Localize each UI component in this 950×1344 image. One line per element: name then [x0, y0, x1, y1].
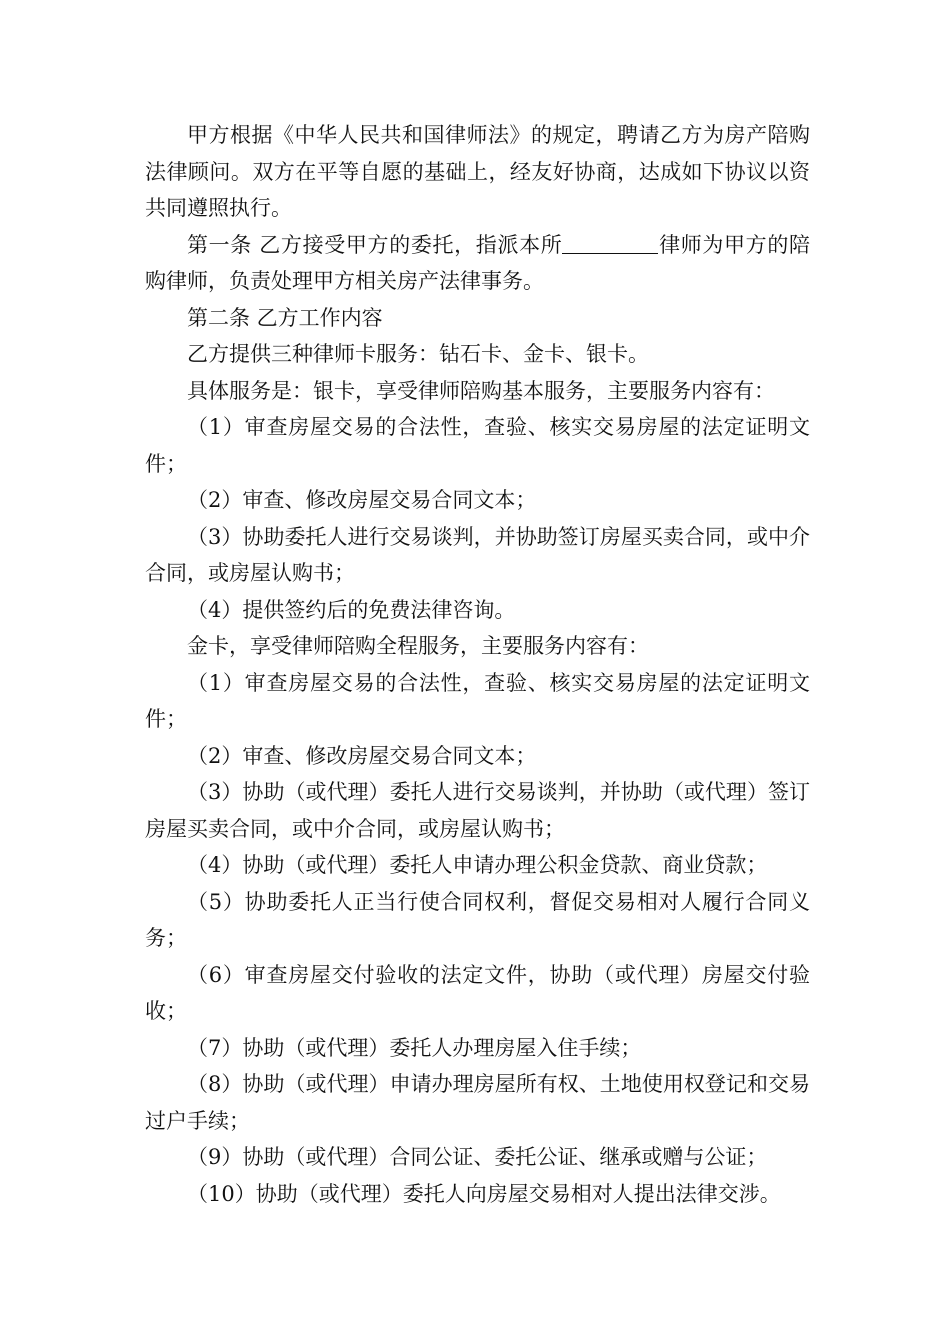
gold-item-4: （4）协助（或代理）委托人申请办理公积金贷款、商业贷款；: [187, 853, 768, 877]
silver-item-4: （4）提供签约后的免费法律咨询。: [187, 597, 516, 622]
silver-item-3: （3）协助委托人进行交易谈判，并协助签订房屋买卖合同，或中介合同，或房屋认购书；: [145, 524, 810, 585]
gold-item-7: （7）协助（或代理）委托人办理房屋入住手续；: [187, 1035, 642, 1060]
paragraph-article-1: [145, 227, 810, 300]
gold-item-10: （10）协助（或代理）委托人向房屋交易相对人提出法律交涉。: [187, 1181, 781, 1206]
silver-item-2: （2）审查、修改房屋交易合同文本；: [187, 488, 537, 512]
gold-item-9: （9）协助（或代理）合同公证、委托公证、继承或赠与公证；: [187, 1145, 768, 1169]
paragraph-gold-intro: 金卡，享受律师陪购全程服务，主要服务内容有：: [187, 634, 649, 658]
lawyer-name-blank: [562, 231, 658, 254]
gold-item-5: （5）协助委托人正当行使合同权利，督促交易相对人履行合同义务；: [145, 889, 810, 950]
paragraph-silver-intro: 具体服务是：银卡，享受律师陪购基本服务，主要服务内容有：: [187, 378, 775, 403]
gold-item-1: （1）审查房屋交易的合法性，查验、核实交易房屋的法定证明文件；: [145, 670, 810, 731]
paragraph-intro: 甲方根据《中华人民共和国律师法》的规定，聘请乙方为房产陪购法律顾问。双方在平等自愿的基础上，经友好协商，达成如下协议以资共同遵照执行。: [145, 123, 810, 220]
gold-item-3: （3）协助（或代理）委托人进行交易谈判，并协助（或代理）签订房屋买卖合同，或中介合同，或房屋认购书；: [145, 780, 810, 841]
document-body: [145, 117, 810, 1212]
silver-item-1: （1）审查房屋交易的合法性，查验、核实交易房屋的法定证明文件；: [145, 415, 810, 476]
gold-item-2: （2）审查、修改房屋交易合同文本；: [187, 743, 537, 768]
gold-item-8: （8）协助（或代理）申请办理房屋所有权、土地使用权登记和交易过户手续；: [145, 1072, 810, 1133]
article-1-text-before: 第一条 乙方接受甲方的委托，指派本所: [187, 232, 563, 257]
article-1-text-after: 律师为甲方的陪购律师，负责处理甲方相关房产法律事务。: [145, 232, 810, 293]
gold-item-6: （6）审查房屋交付验收的法定文件，协助（或代理）房屋交付验收；: [145, 962, 810, 1023]
paragraph-card-types: 乙方提供三种律师卡服务：钻石卡、金卡、银卡。: [187, 342, 649, 366]
paragraph-article-2: 第二条 乙方工作内容: [187, 305, 383, 330]
